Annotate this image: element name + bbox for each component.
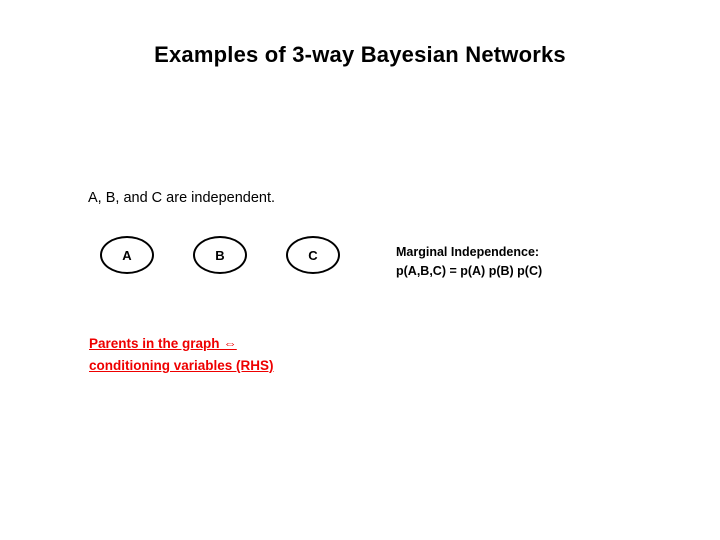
graph-node-c	[286, 236, 340, 274]
parents-note-line-1-text: Parents in the graph ⇔	[89, 336, 237, 351]
graph-node-a	[100, 236, 154, 274]
marginal-independence-formula: p(A,B,C) = p(A) p(B) p(C)	[396, 264, 543, 278]
marginal-independence-block	[396, 243, 542, 281]
independence-statement: A, B, and C are independent.	[88, 190, 276, 206]
marginal-independence-heading: Marginal Independence:	[396, 245, 540, 259]
graph-node-c-label: C	[308, 247, 318, 263]
parents-note-block	[89, 333, 389, 377]
parents-note-line-2-text: conditioning variables (RHS)	[89, 358, 274, 373]
graph-node-b-label: B	[215, 247, 225, 263]
page-title: Examples of 3-way Bayesian Networks	[154, 42, 566, 67]
parents-note-line-2	[89, 355, 389, 377]
graph-node-a-label: A	[122, 247, 132, 263]
graph-node-b	[193, 236, 247, 274]
parents-note-line-1	[89, 333, 389, 355]
